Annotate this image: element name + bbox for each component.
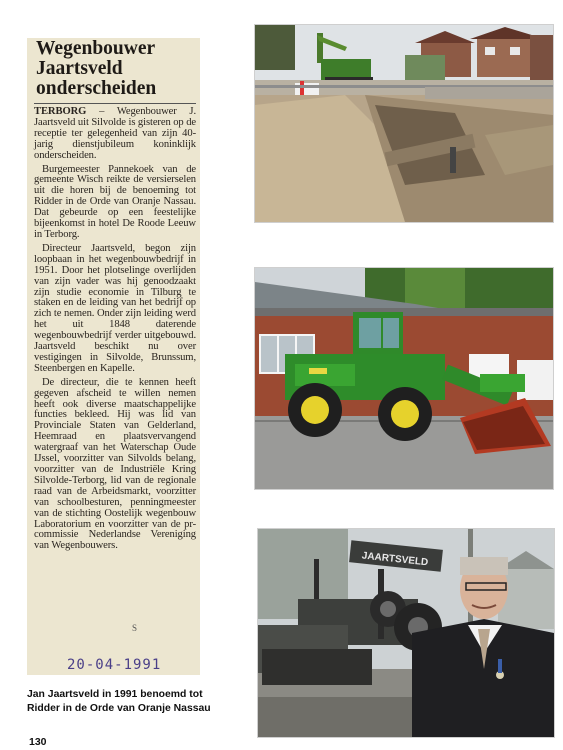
article-paragraph: Directeur Jaartsveld, begon zijn loopbaan in het wegenbouwbedrijf in 1951. Door het plotselinge overlijden van zijn vader was hij genoodzaakt zijn studie economie in Tilburg te staken en de leiding van het bedrijf op zich te nemen. Onder zijn leiding werd het uit 1848 daterende wegenbouwbedrijf verder uitgebouwd. Jaartsveld beschikt nu over vestigingen in Silvolde, Brunssum, Steenbergen en Kapelle. bbox=[34, 242, 196, 374]
newspaper-clipping bbox=[27, 38, 200, 675]
handwritten-date: 20-04-1991 bbox=[67, 657, 162, 673]
caption-line: Jan Jaartsveld in 1991 benoemd tot bbox=[27, 689, 203, 700]
article-title-line: Wegenbouwer bbox=[36, 38, 156, 59]
article-title bbox=[36, 39, 196, 99]
roadworks-illustration bbox=[255, 25, 553, 222]
article-paragraph bbox=[34, 107, 196, 162]
loader-illustration bbox=[255, 268, 553, 489]
portrait-illustration bbox=[258, 529, 554, 737]
photo-loader bbox=[254, 267, 554, 490]
article-paragraph: De directeur, die te kennen heeft gegeven afscheid te willen nemen heeft ook diverse maatschappelijke functies bekleed. Hij was lid van Provinciale Staten van Gelderland, Heemraad en plaatsvervangend watergraaf van het Waterschap Oude IJssel, voorzitter van Silvolds belang, voorzitter van de Industriële Kring Silvolde-Terborg, lid van de regionale raad van de Arbeidsmarkt, voorzitter van schoolbesturen, penningmeester van de stichting Oostelijk wegenbouw Laboratorium en voorzitter van de pr-commissie Nederlandse Vereniging van Wegenbouwers. bbox=[34, 376, 196, 552]
roller-sign: JAARTSVELD bbox=[361, 550, 429, 569]
page-number: 130 bbox=[29, 736, 47, 748]
article-title-line: onderscheiden bbox=[36, 78, 157, 99]
article-title-line: Jaartsveld bbox=[36, 58, 123, 79]
title-divider bbox=[34, 103, 196, 104]
photo-caption bbox=[27, 688, 247, 716]
article-lead: – Wegenbouwer J. Jaartsveld uit Silvolde is gisteren op de receptie ter gelegenheid van zijn 40-jarig dienstjubileum koninklijk onderscheiden. bbox=[34, 106, 196, 161]
photo-roadworks bbox=[254, 24, 554, 223]
article-paragraph: Burgemeester Pannekoek van de gemeente Wisch reikte de versierselen uit die horen bij de benoeming tot Ridder in de Orde van Oranje Nassau. Dat gebeurde op een feestelijke bijeenkomst in hotel De Roode Leeuw in Terborg. bbox=[34, 163, 196, 240]
clipping-mark: S bbox=[132, 623, 138, 633]
caption-line: Ridder in de Orde van Oranje Nassau bbox=[27, 703, 211, 714]
article-dateline: TERBORG bbox=[34, 106, 87, 117]
photo-portrait bbox=[257, 528, 555, 738]
